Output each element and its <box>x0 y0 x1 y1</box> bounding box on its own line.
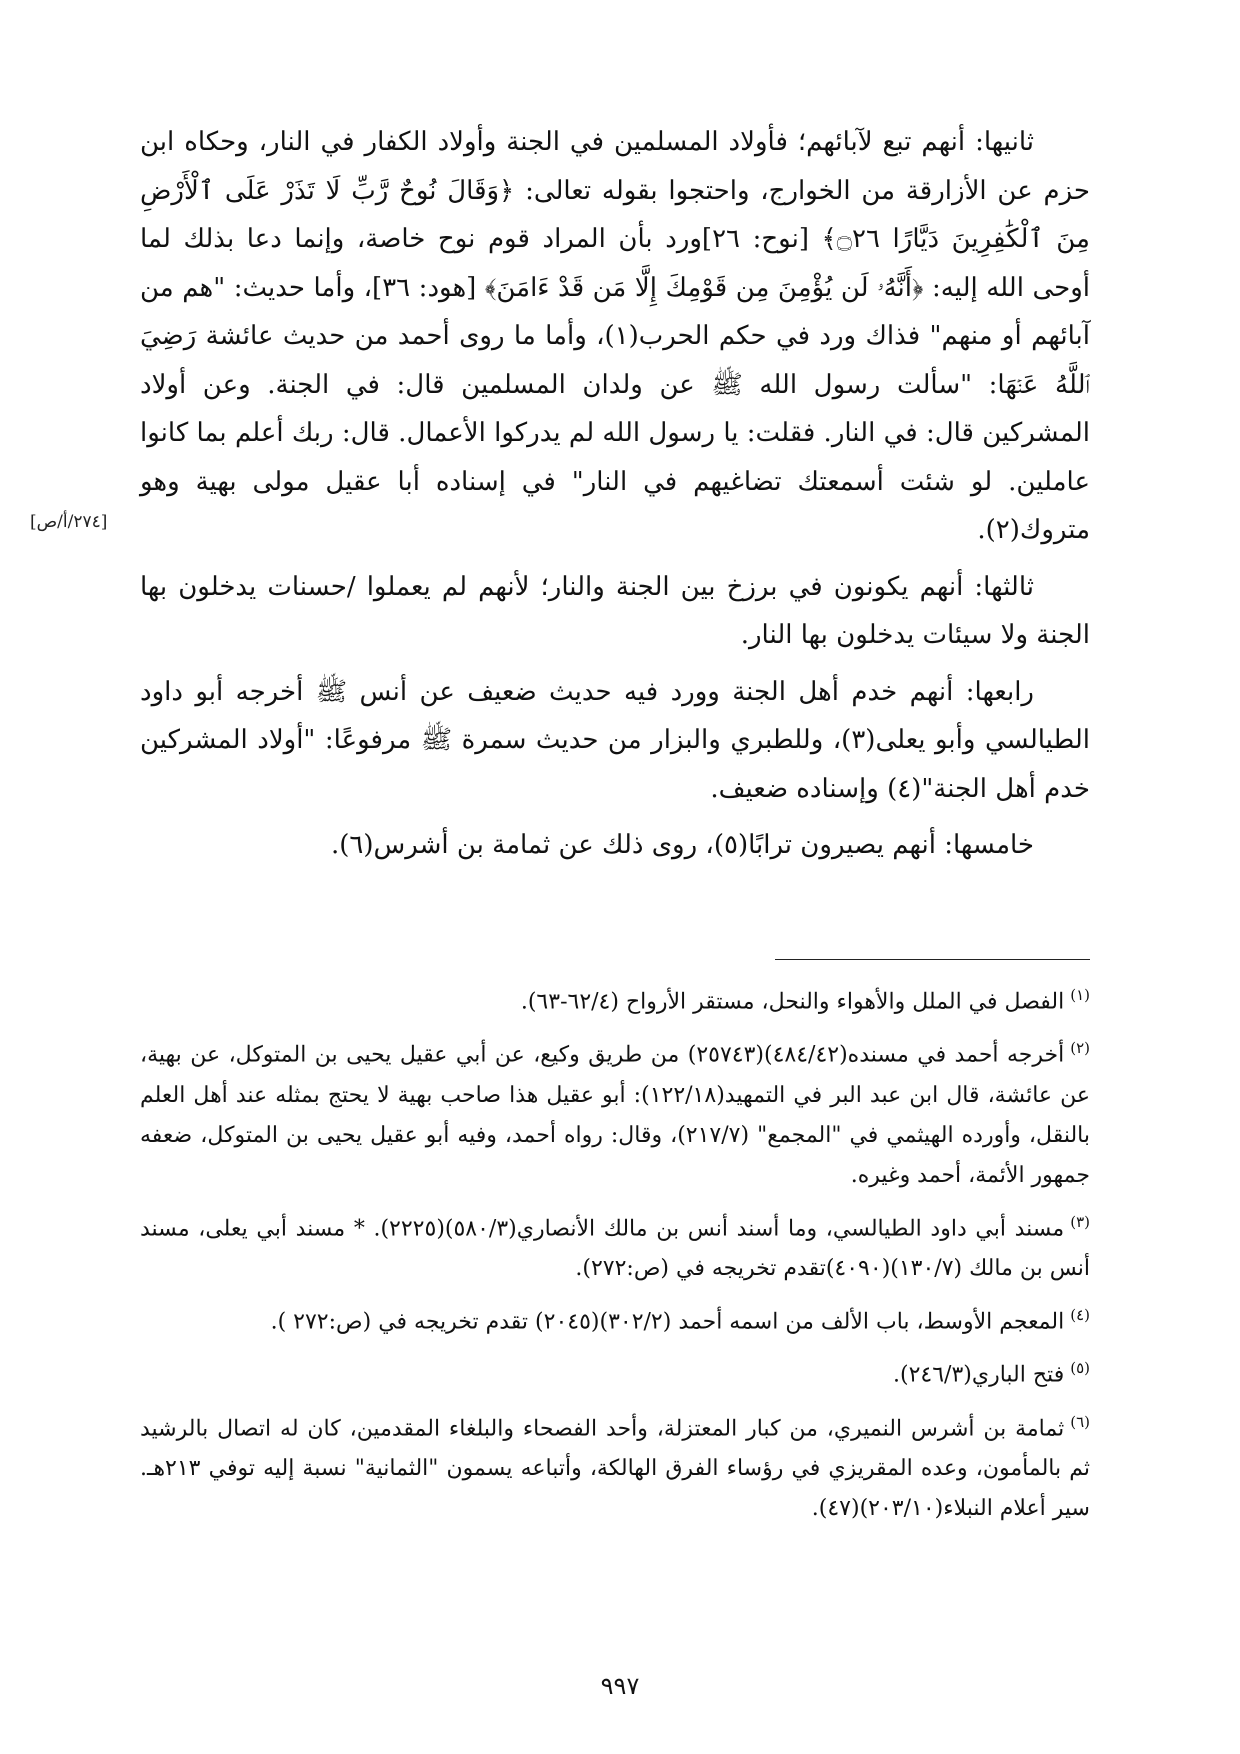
paragraph-fourth-opinion: رابعها: أنهم خدم أهل الجنة وورد فيه حديث ضعيف عن أنس ﷺ أخرجه أبو داود الطيالسي وأبو يعلى(٣)، وللطبري والبزار من حديث سمرة ﷺ مرفوعًا: "أولاد المشركين خدم أهل الجنة"(٤) وإسناده ضعيف. <box>140 676 1090 804</box>
main-text <box>140 118 1090 870</box>
footnote-text: الفصل في الملل والأهواء والنحل، مستقر الأرواح (٦٢/٤-٦٣). <box>520 989 1065 1015</box>
footnote-number: (٢) <box>1070 1039 1091 1058</box>
footnotes <box>140 975 1090 1535</box>
footnote-number: (٣) <box>1070 1212 1090 1231</box>
footnote-number: (٤) <box>1070 1305 1090 1324</box>
footnote <box>140 1348 1090 1395</box>
paragraph-third-opinion: ثالثها: أنهم يكونون في برزخ بين الجنة والنار؛ لأنهم لم يعملوا /حسنات يدخلون بها الجنة ولا سيئات يدخلون بها النار. <box>140 571 1090 650</box>
paragraph-fifth-opinion: خامسها: أنهم يصيرون ترابًا(٥)، روى ذلك عن ثمامة بن أشرس(٦). <box>330 830 1034 860</box>
footnote <box>140 1402 1090 1529</box>
footnote <box>140 1295 1090 1342</box>
page-number: ٩٩٧ <box>600 1672 640 1700</box>
footnote <box>140 975 1090 1022</box>
footnote-number: (٦) <box>1070 1412 1090 1431</box>
footnote <box>140 1202 1090 1289</box>
footnote-text: أخرجه أحمد في مسنده(٤٨٤/٤٢)(٢٥٧٤٣) من طريق وكيع، عن أبي عقيل يحيى بن المتوكل، عن بهية، عن عائشة، قال ابن عبد البر في التمهيد(١٢٢/١٨): أبو عقيل هذا صاحب بهية لا يحتج بمثله عند أهل العلم بالنقل، وأورده الهيثمي في "المجمع" (٢١٧/٧)، وقال: رواه أحمد، وفيه أبو عقيل يحيى بن المتوكل، ضعفه جمهور الأئمة، أحمد وغيره. <box>140 1042 1090 1188</box>
paragraph-second-opinion: ثانيها: أنهم تبع لآبائهم؛ فأولاد المسلمين في الجنة وأولاد الكفار في النار، وحكاه ابن حزم عن الأزارقة من الخوارج، واحتجوا بقوله تعالى: ﴿وَقَالَ نُوحٌ رَّبِّ لَا تَذَرْ عَلَى ٱلْأَرْضِ مِنَ ٱلْكَٰفِرِينَ دَيَّارًا ۝٢٦﴾ [نوح: ٢٦]ورد بأن المراد قوم نوح خاصة، وإنما دعا بذلك لما أوحى الله إليه: ﴿أَنَّهُۥ لَن يُؤْمِنَ مِن قَوْمِكَ إِلَّا مَن قَدْ ءَامَنَ﴾ [هود: ٣٦]، وأما حديث: "هم من آبائهم أو منهم" فذاك ورد في حكم الحرب(١)، وأما ما روى أحمد من حديث عائشة رَضِيَ ٱللَّهُ عَنۡهَا: "سألت رسول الله ﷺ عن ولدان المسلمين قال: في الجنة. وعن أولاد المشركين قال: في النار. فقلت: يا رسول الله لم يدركوا الأعمال. قال: ربك أعلم بما كانوا عاملين. لو شئت أسمعتك تضاغيهم في النار" في إسناده أبا عقيل مولى بهية وهو متروك(٢). <box>140 127 1090 545</box>
footnote-text: المعجم الأوسط، باب الألف من اسمه أحمد (٣٠٢/٢)(٢٠٤٥) تقدم تخريجه في (ص:٢٧٢ ). <box>270 1309 1065 1335</box>
footnote-text: فتح الباري(٢٤٦/٣). <box>893 1362 1065 1388</box>
footnote <box>140 1028 1090 1195</box>
footnote-text: مسند أبي داود الطيالسي، وما أسند أنس بن مالك الأنصاري(٥٨٠/٣)(٢٢٢٥). * مسند أبي يعلى، مسند أنس بن مالك (١٣٠/٧)(٤٠٩٠)تقدم تخريجه في (ص:٢٧٢). <box>140 1215 1090 1281</box>
margin-manuscript-reference: [٢٧٤/أ/ص] <box>30 512 108 532</box>
footnote-number: (٥) <box>1070 1359 1090 1378</box>
footnote-number: (١) <box>1070 986 1090 1004</box>
footnote-text: ثمامة بن أشرس النميري، من كبار المعتزلة، وأحد الفصحاء والبلغاء المقدمين، كان له اتصال بالرشيد ثم بالمأمون، وعده المقريزي في رؤساء الفرق الهالكة، وأتباعه يسمون "الثمانية" نسبة إليه توفي ٢١٣هـ. سير أعلام النبلاء(٢٠٣/١٠)(٤٧). <box>140 1415 1090 1521</box>
footnote-separator <box>775 959 1090 960</box>
